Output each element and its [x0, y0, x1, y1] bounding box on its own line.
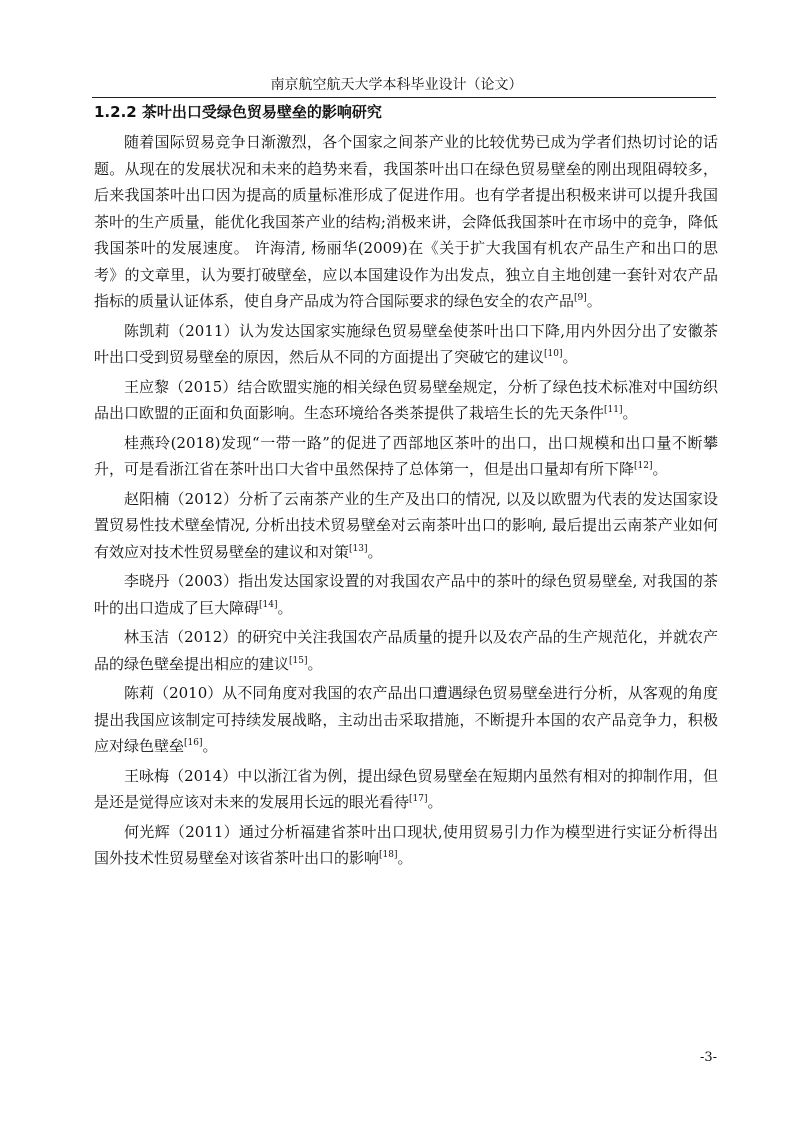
citation-ref: [10] — [544, 349, 563, 359]
paragraph-end: 。 — [277, 598, 293, 617]
paragraph — [94, 129, 718, 315]
paragraph-text: 林玉洁（2012）的研究中关注我国农产品质量的提升以及农产品的生产规范化，并就农产品的绿色壁垒提出相应的建议 — [94, 628, 718, 673]
citation-ref: [14] — [259, 599, 278, 610]
page-header: 南京航空航天大学本科毕业设计（论文） — [270, 77, 523, 93]
citation-ref: [18] — [379, 850, 398, 860]
section-heading: 1.2.2 茶叶出口受绿色贸易壁垒的影响研究 — [94, 103, 382, 121]
citation-ref: [13] — [349, 543, 368, 554]
citation-ref: [12] — [634, 461, 653, 471]
header-divider — [92, 97, 716, 98]
paragraph — [94, 486, 718, 566]
paragraph-end: 。 — [202, 737, 218, 755]
paragraph-text: 王咏梅（2014）中以浙江省为例，提出绿色贸易壁垒在短期内虽然有相对的抑制作用，但是还是觉得应该对未来的发展用长远的眼光看待 — [94, 766, 718, 811]
paragraph-text: 王应黎（2015）结合欧盟实施的相关绿色贸易壁垒规定，分析了绿色技术标准对中国纺织品出口欧盟的正面和负面影响。生态环境给各类茶提供了栽培生长的先天条件 — [94, 377, 718, 422]
page-number: -3- — [699, 1050, 717, 1065]
citation-ref: [15] — [289, 655, 308, 666]
paragraph — [94, 680, 718, 760]
paragraph-end: 。 — [652, 460, 668, 478]
paragraph-end: 。 — [307, 654, 323, 673]
citation-ref: [11] — [604, 405, 623, 415]
paragraph-text: 随着国际贸易竞争日渐激烈，各个国家之间茶产业的比较优势已成为学者们热切讨论的话题。从现在的发展状况和未来的趋势来看，我国茶叶出口在绿色贸易壁垒的刚出现阻碍较多，后来我国茶叶出口因为提高的质量标准形成了促进作用。也有学者提出积极来讲可以提升我国茶叶的生产质量，能优化我国茶产业的结构;消极来讲，会降低我国茶叶在市场中的竞争，降低我国茶叶的发展速度。 许海清, 杨丽华(2009)在《关于扩大我国有机农产品生产和出口的思考》的文章里，认为要打破壁垒，应以本国建设作为出发点，独立自主地创建一套针对农产品指标的质量认证体系，使自身产品成为符合国际要求的绿色安全的农产品 — [94, 133, 718, 310]
paragraph-end: 。 — [622, 404, 638, 422]
paragraph-text: 何光辉（2011）通过分析福建省茶叶出口现状,使用贸易引力作为模型进行实证分析得出国外技术性贸易壁垒对该省茶叶出口的影响 — [94, 822, 718, 867]
paragraph — [94, 819, 718, 872]
paragraph — [94, 430, 718, 483]
paragraph — [94, 624, 718, 677]
paragraph-end: 。 — [367, 542, 383, 561]
paragraph-text: 陈莉（2010）从不同角度对我国的农产品出口遭遇绿色贸易壁垒进行分析，从客观的角度提出我国应该制定可持续发展战略，主动出击采取措施，不断提升本国的农产品竞争力，积极应对绿色壁垒 — [94, 684, 718, 755]
paragraph — [94, 374, 718, 427]
paragraph-end: 。 — [562, 348, 578, 366]
paragraph-end: 。 — [397, 849, 413, 867]
body-text — [94, 129, 718, 875]
paragraph — [94, 318, 718, 371]
paragraph-end: 。 — [427, 793, 443, 811]
paragraph-text: 陈凯莉（2011）认为发达国家实施绿色贸易壁垒使茶叶出口下降,用内外因分出了安徽茶叶出口受到贸易壁垒的原因，然后从不同的方面提出了突破它的建议 — [94, 321, 718, 366]
paragraph-end: 。 — [586, 292, 602, 310]
citation-ref: [9] — [574, 293, 587, 303]
citation-ref: [17] — [409, 794, 428, 804]
paragraph — [94, 568, 718, 621]
paragraph-text: 李晓丹（2003）指出发达国家设置的对我国农产品中的茶叶的绿色贸易壁垒, 对我国的茶叶的出口造成了巨大障碍 — [94, 572, 718, 617]
paragraph-text: 赵阳楠（2012）分析了云南茶产业的生产及出口的情况, 以及以欧盟为代表的发达国家设置贸易性技术壁垒情况, 分析出技术贸易壁垒对云南茶叶出口的影响, 最后提出云南茶产业如何有效应对技术性贸易壁垒的建议和对策 — [94, 489, 718, 561]
paragraph — [94, 763, 718, 816]
paragraph-text: 桂燕玲(2018)发现“一带一路”的促进了西部地区茶叶的出口，出口规模和出口量不断攀升，可是看浙江省在茶叶出口大省中虽然保持了总体第一，但是出口量却有所下降 — [94, 433, 718, 478]
citation-ref: [16] — [184, 738, 203, 748]
